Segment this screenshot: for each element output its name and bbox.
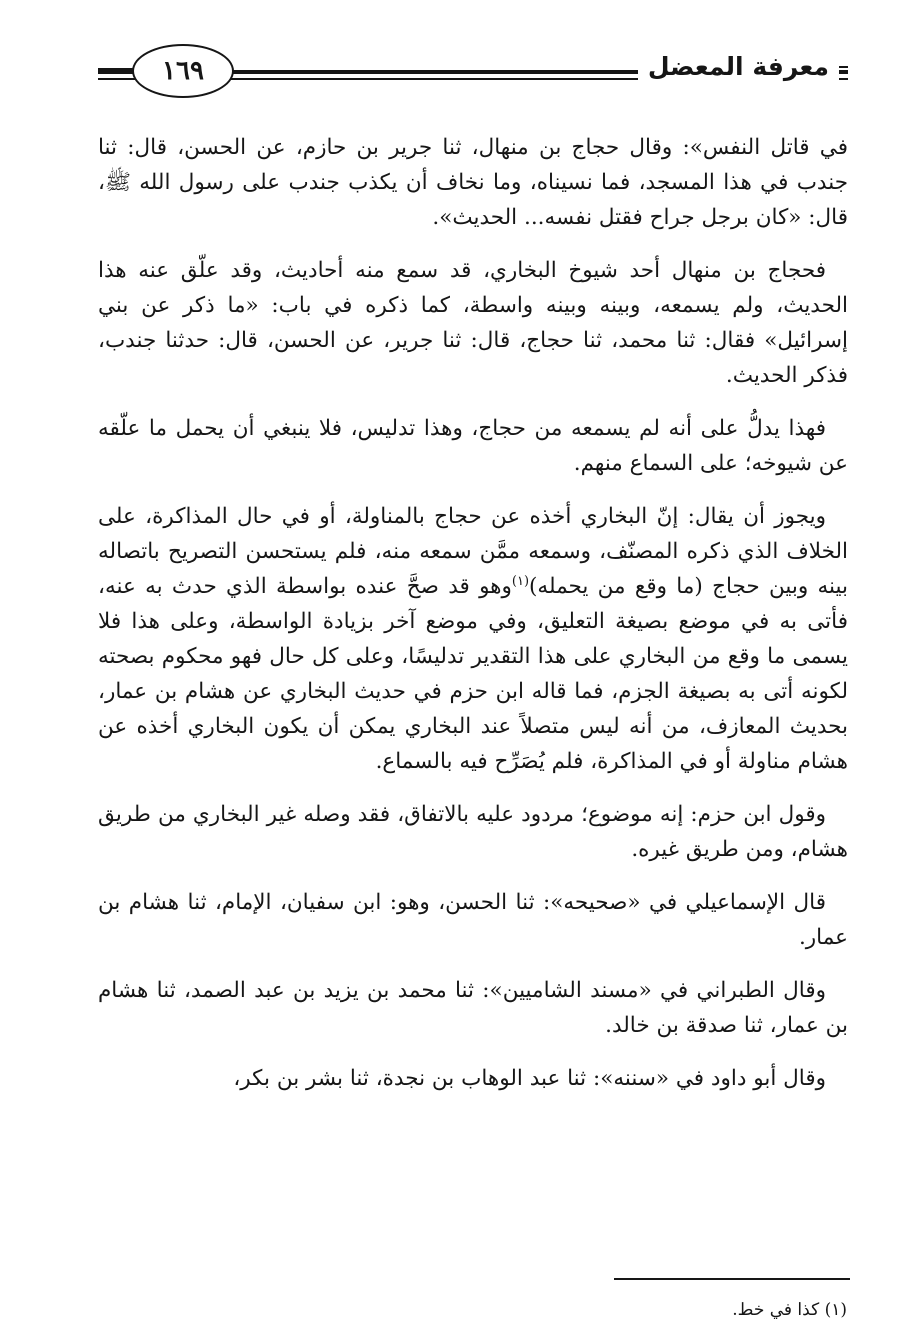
main-text [98, 130, 848, 1114]
page-number: ١٦٩ [132, 44, 234, 98]
paragraph-3: فهذا يدلُّ على أنه لم يسمعه من حجاج، وهذا تدليس، فلا ينبغي أن يحمل ما علّقه عن شيوخه؛ على السماع منهم. [98, 416, 848, 476]
footnote-reference: (١) [511, 573, 530, 589]
paragraph-4 [98, 499, 848, 779]
footnote-divider [614, 1278, 850, 1280]
paragraph-5: وقول ابن حزم: إنه موضوع؛ مردود عليه بالاتفاق، فقد وصله غير البخاري من طريق هشام، ومن طريق غيره. [98, 802, 848, 862]
paragraph-8: وقال أبو داود في «سننه»: ثنا عبد الوهاب بن نجدة، ثنا بشر بن بكر، [233, 1066, 826, 1091]
page-header [0, 0, 917, 120]
paragraph-2: فحجاج بن منهال أحد شيوخ البخاري، قد سمع منه أحاديث، وقد علّق عنه هذا الحديث، ولم يسمعه، وبينه وبينه واسطة، كما ذكره في باب: «ما ذكر عن بني إسرائيل» فقال: ثنا محمد، ثنا حجاج، قال: ثنا جرير، عن الحسن، قال: حدثنا جندب، فذكر الحديث. [98, 258, 848, 388]
running-title: معرفة المعضل [638, 52, 839, 81]
paragraph-1: في قاتل النفس»: وقال حجاج بن منهال، ثنا جرير بن حازم، عن الحسن، قال: ثنا جندب في هذا المسجد، فما نسيناه، وما نخاف أن يكذب جندب على رسول الله ﷺ، قال: «كان برجل جراح فقتل نفسه... الحديث». [98, 135, 848, 230]
paragraph-4-part-2: وهو قد صحَّ عنده بواسطة الذي حدث به عنه، فأتى به في موضع بصيغة التعليق، وفي موضع آخر بزيادة الواسطة، وعلى هذا فلا يسمى ما وقع من البخاري على هذا التقدير تدليسًا، وعلى كل حال فهو محكوم بصحته لكونه أتى به بصيغة الجزم، فما قاله ابن حزم في حديث البخاري عن هشام بن عمار، بحديث المعازف، من أنه ليس متصلاً عند البخاري يمكن أن يكون البخاري أخذه عن هشام مناولة أو في المذاكرة، فلم يُصَرِّح فيه بالسماع. [98, 574, 848, 774]
footnote: (١) كذا في خط. [732, 1300, 847, 1320]
paragraph-4-part-1: ويجوز أن يقال: إنّ البخاري أخذه عن حجاج بالمناولة، أو في حال المذاكرة، على الخلاف الذي ذكره المصنّف، وسمعه ممَّن سمعه منه، فلم يستحسن التصريح باتصاله بينه وبين حجاج (ما وقع من يحمله) [98, 504, 849, 599]
paragraph-7: وقال الطبراني في «مسند الشاميين»: ثنا محمد بن يزيد بن عبد الصمد، ثنا هشام بن عمار، ثنا صدقة بن خالد. [98, 978, 848, 1038]
paragraph-6: قال الإسماعيلي في «صحيحه»: ثنا الحسن، وهو: ابن سفيان، الإمام، ثنا هشام بن عمار. [98, 890, 848, 950]
